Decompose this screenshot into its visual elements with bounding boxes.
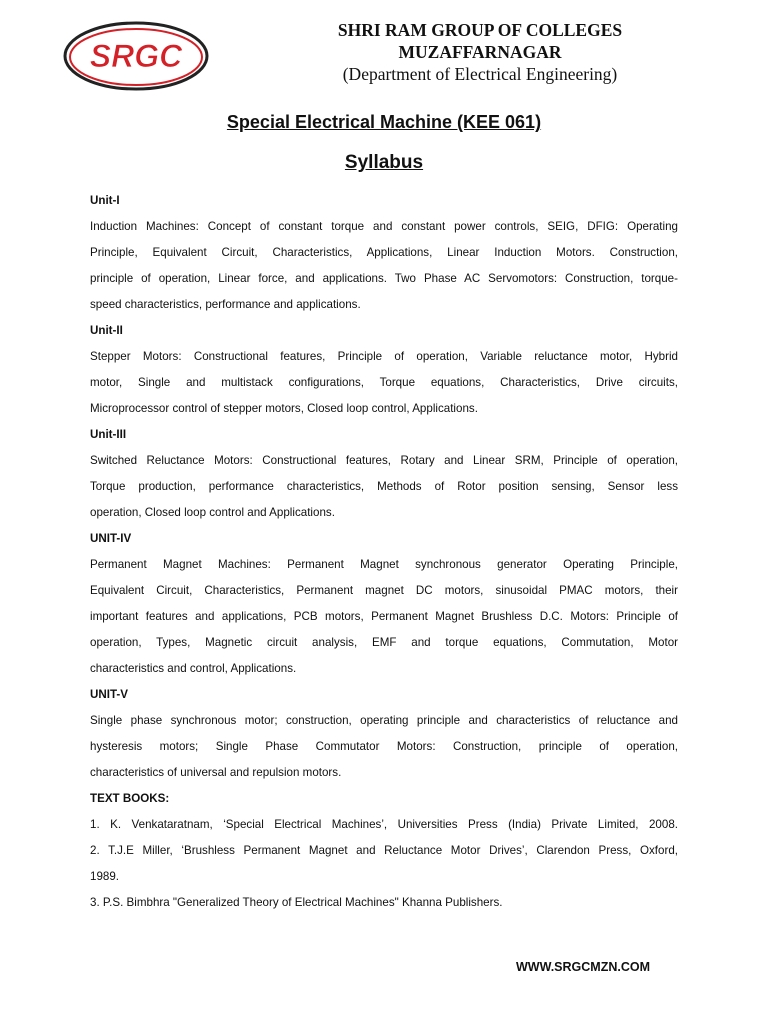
- section-text-line: hysteresis motors; Single Phase Commutator Motors: Construction, principle of operation,: [90, 740, 678, 753]
- department-name: (Department of Electrical Engineering): [342, 64, 618, 84]
- section-text-line: operation, Closed loop control and Applications.: [90, 506, 335, 519]
- section-text-line: Equivalent Circuit, Characteristics, Permanent magnet DC motors, sinusoidal PMAC motors, their: [90, 584, 678, 597]
- section-heading: Unit-II: [90, 324, 123, 337]
- syllabus-heading: Syllabus: [344, 152, 424, 173]
- section-text-line: motor, Single and multistack configurations, Torque equations, Characteristics, Drive circuits,: [90, 376, 678, 389]
- section-heading: Unit-I: [90, 194, 120, 207]
- section-text-line: important features and applications, PCB motors, Permanent Magnet Brushless D.C. Motors: Principle of: [90, 610, 678, 623]
- syllabus-body: [90, 188, 678, 916]
- section-text-line: Microprocessor control of stepper motors, Closed loop control, Applications.: [90, 402, 478, 415]
- section-text-line: Single phase synchronous motor; construction, operating principle and characteristics of reluctance and: [90, 714, 678, 727]
- college-name: SHRI RAM GROUP OF COLLEGES: [337, 20, 623, 40]
- section-text-line: speed characteristics, performance and applications.: [90, 298, 361, 311]
- section-heading: Unit-III: [90, 428, 127, 441]
- section-text-line: operation, Types, Magnetic circuit analysis, EMF and torque equations, Commutation, Motor: [90, 636, 678, 649]
- section-heading: UNIT-IV: [90, 532, 132, 545]
- section-text-line: characteristics and control, Applications.: [90, 662, 297, 675]
- srgc-logo: [62, 20, 210, 92]
- svg-text:SRGC: SRGC: [89, 38, 183, 74]
- section-heading: TEXT BOOKS:: [90, 792, 170, 805]
- section-text-line: Permanent Magnet Machines: Permanent Magnet synchronous generator Operating Principle,: [90, 558, 678, 571]
- section-text-line: 2. T.J.E Miller, ‘Brushless Permanent Magnet and Reluctance Motor Drives’, Clarendon Press, Oxford,: [90, 844, 678, 857]
- section-text-line: 1. K. Venkataratnam, ‘Special Electrical Machines’, Universities Press (India) Private Limited, 2008.: [90, 818, 678, 831]
- section-text-line: Switched Reluctance Motors: Constructional features, Rotary and Linear SRM, Principle of operation,: [90, 454, 678, 467]
- section-heading: UNIT-V: [90, 688, 129, 701]
- section-text-line: 1989.: [90, 870, 120, 883]
- section-text-line: characteristics of universal and repulsion motors.: [90, 766, 342, 779]
- website-footer: WWW.SRGCMZN.COM: [516, 960, 651, 974]
- section-text-line: Stepper Motors: Constructional features, Principle of operation, Variable reluctance motor, Hybrid: [90, 350, 678, 363]
- section-text-line: 3. P.S. Bimbhra "Generalized Theory of Electrical Machines" Khanna Publishers.: [90, 896, 503, 909]
- college-city: MUZAFFARNAGAR: [398, 42, 562, 62]
- section-text-line: principle of operation, Linear force, and applications. Two Phase AC Servomotors: Construction, torque-: [90, 272, 678, 285]
- section-text-line: Principle, Equivalent Circuit, Characteristics, Applications, Linear Induction Motors. Construction,: [90, 246, 678, 259]
- course-title: Special Electrical Machine (KEE 061): [226, 112, 542, 132]
- section-text-line: Torque production, performance characteristics, Methods of Rotor position sensing, Sensor less: [90, 480, 678, 493]
- section-text-line: Induction Machines: Concept of constant torque and constant power controls, SEIG, DFIG: Operating: [90, 220, 678, 233]
